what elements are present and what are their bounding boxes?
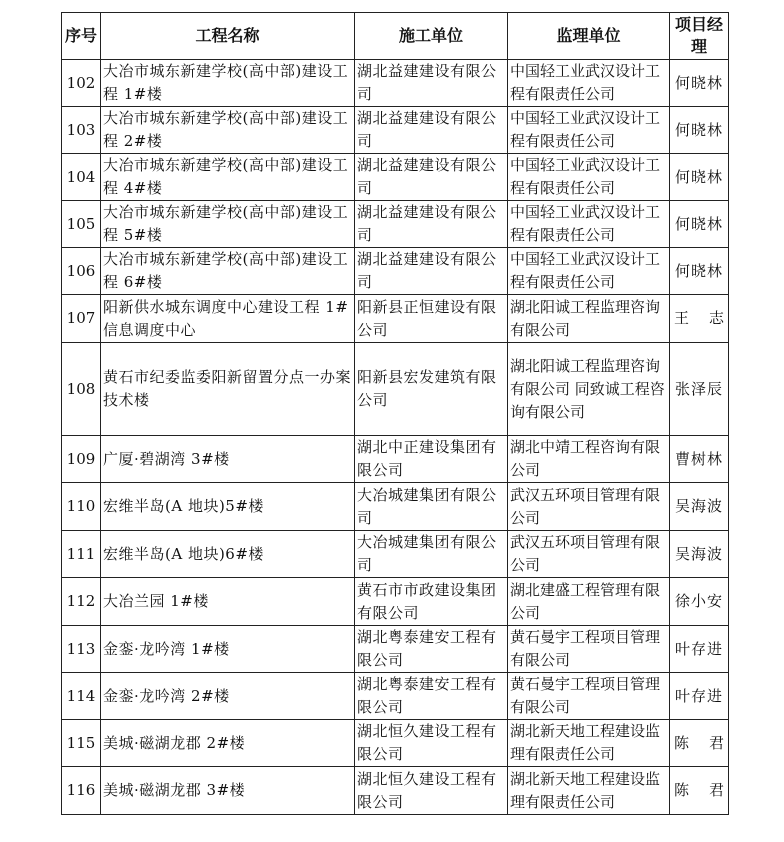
cell-manager: 叶存进 <box>670 626 729 673</box>
cell-contractor: 湖北粤泰建安工程有限公司 <box>355 626 508 673</box>
project-table <box>61 12 729 815</box>
table-row <box>62 343 729 436</box>
cell-project: 美城·磁湖龙郡 2#楼 <box>101 720 355 767</box>
table-row <box>62 531 729 578</box>
header-project: 工程名称 <box>101 13 355 60</box>
table-row <box>62 154 729 201</box>
cell-project: 阳新供水城东调度中心建设工程 1#信息调度中心 <box>101 295 355 343</box>
cell-manager: 何晓林 <box>670 201 729 248</box>
cell-manager: 陈君 <box>670 720 729 767</box>
cell-contractor: 湖北恒久建设工程有限公司 <box>355 720 508 767</box>
cell-project: 大冶市城东新建学校(高中部)建设工程 1#楼 <box>101 60 355 107</box>
cell-manager: 曹树林 <box>670 436 729 483</box>
cell-supervisor: 湖北阳诚工程监理咨询有限公司 同致诚工程咨询有限公司 <box>508 343 670 436</box>
cell-supervisor: 黄石曼宇工程项目管理有限公司 <box>508 673 670 720</box>
cell-supervisor: 中国轻工业武汉设计工程有限责任公司 <box>508 60 670 107</box>
cell-project: 大冶市城东新建学校(高中部)建设工程 2#楼 <box>101 107 355 154</box>
cell-contractor: 黄石市市政建设集团有限公司 <box>355 578 508 626</box>
cell-supervisor: 中国轻工业武汉设计工程有限责任公司 <box>508 248 670 295</box>
cell-project: 大冶市城东新建学校(高中部)建设工程 6#楼 <box>101 248 355 295</box>
cell-project: 广厦·碧湖湾 3#楼 <box>101 436 355 483</box>
cell-manager: 张泽辰 <box>670 343 729 436</box>
table-row <box>62 578 729 626</box>
cell-manager: 叶存进 <box>670 673 729 720</box>
header-row <box>62 13 729 60</box>
cell-project: 黄石市纪委监委阳新留置分点一办案技术楼 <box>101 343 355 436</box>
table-row <box>62 673 729 720</box>
cell-supervisor: 中国轻工业武汉设计工程有限责任公司 <box>508 201 670 248</box>
cell-manager: 王志 <box>670 295 729 343</box>
cell-manager: 何晓林 <box>670 60 729 107</box>
cell-project: 大冶市城东新建学校(高中部)建设工程 4#楼 <box>101 154 355 201</box>
cell-seq: 111 <box>62 531 101 578</box>
cell-seq: 108 <box>62 343 101 436</box>
cell-supervisor: 武汉五环项目管理有限公司 <box>508 483 670 531</box>
cell-seq: 113 <box>62 626 101 673</box>
cell-manager: 陈君 <box>670 767 729 815</box>
cell-manager: 何晓林 <box>670 248 729 295</box>
cell-project: 宏维半岛(A 地块)6#楼 <box>101 531 355 578</box>
cell-project: 金銮·龙吟湾 2#楼 <box>101 673 355 720</box>
cell-seq: 114 <box>62 673 101 720</box>
cell-contractor: 湖北中正建设集团有限公司 <box>355 436 508 483</box>
cell-contractor: 湖北益建建设有限公司 <box>355 154 508 201</box>
header-supervisor: 监理单位 <box>508 13 670 60</box>
cell-seq: 102 <box>62 60 101 107</box>
cell-contractor: 湖北益建建设有限公司 <box>355 60 508 107</box>
table-row <box>62 436 729 483</box>
cell-supervisor: 湖北建盛工程管理有限公司 <box>508 578 670 626</box>
table-row <box>62 767 729 815</box>
table-row <box>62 720 729 767</box>
cell-supervisor: 中国轻工业武汉设计工程有限责任公司 <box>508 154 670 201</box>
cell-seq: 105 <box>62 201 101 248</box>
cell-manager: 吴海波 <box>670 531 729 578</box>
cell-contractor: 湖北恒久建设工程有限公司 <box>355 767 508 815</box>
cell-supervisor: 湖北新天地工程建设监理有限责任公司 <box>508 767 670 815</box>
cell-supervisor: 中国轻工业武汉设计工程有限责任公司 <box>508 107 670 154</box>
table-row <box>62 626 729 673</box>
table-row <box>62 201 729 248</box>
cell-supervisor: 黄石曼宇工程项目管理有限公司 <box>508 626 670 673</box>
cell-contractor: 湖北粤泰建安工程有限公司 <box>355 673 508 720</box>
table-row <box>62 483 729 531</box>
cell-contractor: 大冶城建集团有限公司 <box>355 483 508 531</box>
cell-contractor: 湖北益建建设有限公司 <box>355 201 508 248</box>
cell-supervisor: 武汉五环项目管理有限公司 <box>508 531 670 578</box>
cell-manager: 何晓林 <box>670 107 729 154</box>
table-row <box>62 107 729 154</box>
cell-contractor: 湖北益建建设有限公司 <box>355 248 508 295</box>
cell-contractor: 大冶城建集团有限公司 <box>355 531 508 578</box>
cell-seq: 107 <box>62 295 101 343</box>
table-row <box>62 60 729 107</box>
cell-contractor: 阳新县宏发建筑有限公司 <box>355 343 508 436</box>
cell-seq: 116 <box>62 767 101 815</box>
cell-seq: 109 <box>62 436 101 483</box>
cell-manager: 吴海波 <box>670 483 729 531</box>
cell-manager: 何晓林 <box>670 154 729 201</box>
header-contractor: 施工单位 <box>355 13 508 60</box>
cell-seq: 104 <box>62 154 101 201</box>
table-row <box>62 295 729 343</box>
table-row <box>62 248 729 295</box>
cell-supervisor: 湖北阳诚工程监理咨询有限公司 <box>508 295 670 343</box>
cell-project: 大冶市城东新建学校(高中部)建设工程 5#楼 <box>101 201 355 248</box>
cell-project: 宏维半岛(A 地块)5#楼 <box>101 483 355 531</box>
cell-supervisor: 湖北中靖工程咨询有限公司 <box>508 436 670 483</box>
header-manager: 项目经理 <box>670 13 729 60</box>
cell-seq: 106 <box>62 248 101 295</box>
cell-seq: 112 <box>62 578 101 626</box>
cell-seq: 115 <box>62 720 101 767</box>
cell-seq: 110 <box>62 483 101 531</box>
cell-supervisor: 湖北新天地工程建设监理有限责任公司 <box>508 720 670 767</box>
cell-contractor: 阳新县正恒建设有限公司 <box>355 295 508 343</box>
cell-project: 大冶兰园 1#楼 <box>101 578 355 626</box>
cell-project: 美城·磁湖龙郡 3#楼 <box>101 767 355 815</box>
header-seq: 序号 <box>62 13 101 60</box>
cell-manager: 徐小安 <box>670 578 729 626</box>
cell-contractor: 湖北益建建设有限公司 <box>355 107 508 154</box>
cell-project: 金銮·龙吟湾 1#楼 <box>101 626 355 673</box>
cell-seq: 103 <box>62 107 101 154</box>
